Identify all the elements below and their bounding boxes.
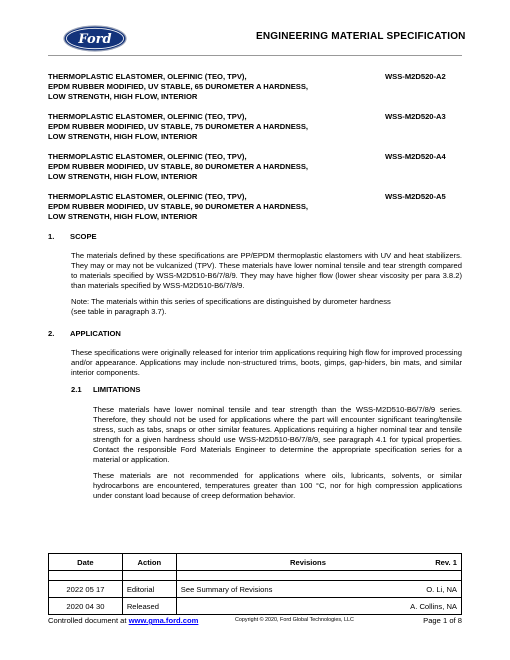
gma-link[interactable]: www.gma.ford.com: [128, 616, 199, 625]
limitations-paragraph-1: These materials have lower nominal tensile and tear strength than the WSS-M2D510-B6/7/8/9 series. Therefore, they should not be used for applications where the part will encounter significant tearing/tensile stress, such as tabs, snaps or other similar features. Applications requiring a higher nominal tear and tensile strength for a given hardness should use WSS-M2D510-B6/7/8/9, see paragraph 4.1 for typical properties. Contact the responsible Ford Materials Engineer to determine the appropriate specification series for a material or application.: [93, 405, 462, 464]
table-row: [49, 581, 462, 598]
spec-line: LOW STRENGTH, HIGH FLOW, INTERIOR: [48, 172, 198, 181]
spec-line: EPDM RUBBER MODIFIED, UV STABLE, 80 DUROMETER A HARDNESS,: [48, 162, 309, 171]
section-heading-scope: [48, 232, 97, 241]
row-action: Editorial: [122, 581, 176, 598]
spec-block-a3: [48, 112, 462, 142]
row-date: 2022 05 17: [49, 581, 123, 598]
row-revisions: [176, 598, 461, 615]
section-heading-application: [48, 329, 121, 338]
application-paragraph: These specifications were originally released for interior trim applications requiring high flow for improved processing and/or appearance. Applications may include non-structured trims, boots, gimps, gap-hiders, bin mats, and similar interior components.: [71, 348, 462, 377]
row-revisions: [176, 581, 461, 598]
document-title: ENGINEERING MATERIAL SPECIFICATION: [256, 31, 466, 42]
spec-code: WSS-M2D520-A4: [385, 152, 446, 161]
revisions-label: Revisions: [290, 557, 326, 567]
spec-block-a4: [48, 152, 462, 182]
spec-line: LOW STRENGTH, HIGH FLOW, INTERIOR: [48, 132, 198, 141]
revisions-header: [176, 554, 461, 571]
revision-author: O. Li, NA: [426, 584, 457, 594]
limitations-paragraph-2: These materials are not recommended for applications where oils, lubricants, solvents, or similar hydrocarbons are encountered, temperatures greater than 100 °C, nor for high compression applications under constant load because of creep deformation behavior.: [93, 471, 462, 500]
spec-code: WSS-M2D520-A5: [385, 192, 446, 201]
revision-table: [48, 553, 462, 615]
logo-text: Ford: [78, 32, 112, 47]
spec-line: THERMOPLASTIC ELASTOMER, OLEFINIC (TEO, TPV),: [48, 112, 247, 121]
spec-line: EPDM RUBBER MODIFIED, UV STABLE, 90 DUROMETER A HARDNESS,: [48, 202, 309, 211]
rev-number: Rev. 1: [435, 557, 457, 567]
table-row: [49, 598, 462, 615]
spec-line: EPDM RUBBER MODIFIED, UV STABLE, 75 DUROMETER A HARDNESS,: [48, 122, 309, 131]
spec-line: LOW STRENGTH, HIGH FLOW, INTERIOR: [48, 212, 198, 221]
spec-line: LOW STRENGTH, HIGH FLOW, INTERIOR: [48, 92, 198, 101]
spec-block-a2: [48, 72, 462, 102]
spec-block-a5: [48, 192, 462, 222]
table-spacer-row: [49, 571, 462, 581]
subsection-heading-limitations: [71, 385, 140, 394]
note-line: (see table in paragraph 3.7).: [71, 307, 167, 316]
spec-line: THERMOPLASTIC ELASTOMER, OLEFINIC (TEO, TPV),: [48, 192, 247, 201]
scope-paragraph: The materials defined by these specifications are PP/EPDM thermoplastic elastomers with UV and heat stabilizers. They may or may not be vulcanized (TPV). These materials have lower nominal tensile and tear strength compared to materials specified by WSS-M2D510-B6/7/8/9. They may have higher flow (lower shear viscosity per para 3.8.2) than materials specified by WSS-M2D510-B6/7/8/9.: [71, 251, 462, 290]
spec-code: WSS-M2D520-A2: [385, 72, 446, 81]
controlled-document-label: Controlled document at: [48, 616, 127, 625]
revision-author: A. Collins, NA: [410, 601, 457, 611]
note-line: Note: The materials within this series of specifications are distinguished by durometer hardness: [71, 297, 391, 306]
copyright-text: Copyright © 2020, Ford Global Technologies, LLC: [235, 617, 354, 623]
section-number: 2.1: [71, 385, 82, 394]
row-date: 2020 04 30: [49, 598, 123, 615]
page-footer: [48, 616, 462, 625]
section-title: LIMITATIONS: [93, 385, 141, 394]
section-number: 1.: [48, 232, 55, 241]
table-header-row: [49, 554, 462, 571]
header-divider: [48, 55, 462, 56]
section-number: 2.: [48, 329, 55, 338]
spec-line: EPDM RUBBER MODIFIED, UV STABLE, 65 DUROMETER A HARDNESS,: [48, 82, 309, 91]
revision-text: See Summary of Revisions: [180, 584, 273, 594]
spec-line: THERMOPLASTIC ELASTOMER, OLEFINIC (TEO, TPV),: [48, 152, 247, 161]
ford-logo: [63, 25, 127, 52]
spec-code: WSS-M2D520-A3: [385, 112, 446, 121]
action-header: Action: [122, 554, 176, 571]
section-title: SCOPE: [70, 232, 97, 241]
row-action: Released: [122, 598, 176, 615]
page-number: Page 1 of 8: [423, 616, 462, 625]
date-header: Date: [49, 554, 123, 571]
section-title: APPLICATION: [70, 329, 121, 338]
spec-line: THERMOPLASTIC ELASTOMER, OLEFINIC (TEO, TPV),: [48, 72, 247, 81]
scope-note: [71, 297, 462, 317]
